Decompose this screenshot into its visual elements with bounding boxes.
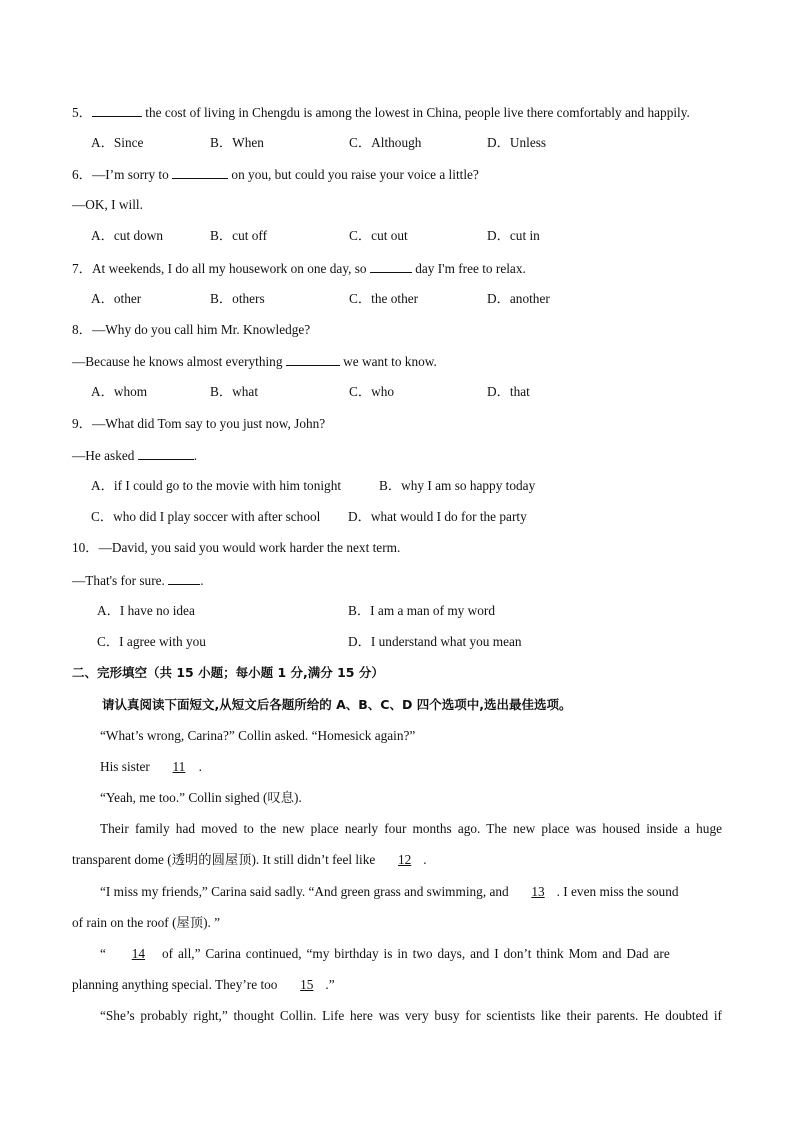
option-a: A．cut down xyxy=(91,228,164,243)
blank-number-14: 14 xyxy=(131,946,146,961)
option-b: B．why I am so happy today xyxy=(379,478,536,493)
blank-number-15: 15 xyxy=(300,977,314,992)
question-text: —Why do you call him Mr. Knowledge? xyxy=(91,322,311,337)
passage-text-rest: . xyxy=(423,852,427,867)
passage-paragraph-5-line-2: of rain on the roof (屋顶). ” xyxy=(72,915,221,930)
option-a: A．other xyxy=(91,291,142,306)
answer-blank xyxy=(92,104,142,117)
option-c: C．who did I play soccer with after school xyxy=(91,509,321,524)
passage-paragraph-5-line-1 xyxy=(100,884,679,900)
question-text: —David, you said you would work harder the next term. xyxy=(98,540,401,555)
blank-number-13: 13 xyxy=(531,884,545,899)
question-number: 5． xyxy=(72,105,92,120)
option-d: D．that xyxy=(487,384,530,399)
option-c: C．cut out xyxy=(349,228,408,243)
question-8-reply xyxy=(72,353,437,370)
option-b: B．what xyxy=(210,384,259,399)
reply-text-rest: . xyxy=(200,573,204,588)
answer-blank xyxy=(172,166,228,179)
option-c: C．who xyxy=(349,384,395,399)
passage-text: transparent dome (透明的圆屋顶). It still didn’t feel like xyxy=(72,852,379,867)
passage-paragraph-7: “She’s probably right,” thought Collin. Life here was very busy for scientists like their parents. He doubted if xyxy=(100,1008,722,1023)
option-d: D．what would I do for the party xyxy=(348,509,527,524)
option-a: A．Since xyxy=(91,135,144,150)
passage-text-rest: . I even miss the sound xyxy=(556,884,679,899)
passage-paragraph-1: “What’s wrong, Carina?” Collin asked. “Homesick again?” xyxy=(100,728,416,743)
question-6-reply: —OK, I will. xyxy=(72,197,143,212)
passage-paragraph-2 xyxy=(100,759,202,775)
passage-text: “I miss my friends,” Carina said sadly. “And green grass and swimming, and xyxy=(100,884,512,899)
question-number: 6． xyxy=(72,167,92,182)
section-instruction: 请认真阅读下面短文,从短文后各题所给的 A、B、C、D 四个选项中,选出最佳选项。 xyxy=(102,697,572,712)
reply-text-rest: we want to know. xyxy=(339,354,437,369)
answer-blank xyxy=(286,353,340,366)
option-c: C．I agree with you xyxy=(97,634,206,649)
option-c: C．the other xyxy=(349,291,419,306)
option-c: C．Although xyxy=(349,135,422,150)
passage-paragraph-4-line-1: Their family had moved to the new place nearly four months ago. The new place was housed inside a huge xyxy=(100,821,722,836)
passage-text: planning anything special. They’re too xyxy=(72,977,281,992)
answer-blank xyxy=(370,260,412,273)
reply-text-rest: . xyxy=(193,448,198,463)
option-d: D．another xyxy=(487,291,550,306)
question-7 xyxy=(72,260,526,277)
question-10 xyxy=(72,540,400,556)
passage-text-rest: . xyxy=(195,759,202,774)
answer-blank xyxy=(168,572,200,585)
passage-text-rest: of all,” Carina continued, “my birthday is in two days, and I don’t think Mom and Dad are xyxy=(157,946,670,961)
question-5 xyxy=(72,104,690,121)
question-9-reply xyxy=(72,447,197,464)
question-text: the cost of living in Chengdu is among the lowest in China, people live there comfortably and happily. xyxy=(141,105,690,120)
question-text: At weekends, I do all my housework on one day, so xyxy=(91,261,370,276)
blank-number-12: 12 xyxy=(397,852,412,867)
passage-paragraph-6-line-1 xyxy=(100,946,670,962)
passage-text-rest: .” xyxy=(325,977,335,992)
question-number: 7． xyxy=(72,261,92,276)
option-d: D．cut in xyxy=(487,228,540,243)
option-b: B．cut off xyxy=(210,228,267,243)
option-a: A．I have no idea xyxy=(97,603,195,618)
question-number: 10． xyxy=(72,540,99,555)
reply-text: —He asked xyxy=(72,448,138,463)
option-d: D．I understand what you mean xyxy=(348,634,522,649)
option-a: A．if I could go to the movie with him tonight xyxy=(91,478,342,493)
passage-text: “ xyxy=(100,946,111,961)
question-number: 8． xyxy=(72,322,92,337)
question-text: —I’m sorry to xyxy=(91,167,173,182)
blank-number-11: 11 xyxy=(172,759,186,774)
reply-text: —That's for sure. xyxy=(72,573,169,588)
reply-text: —Because he knows almost everything xyxy=(72,354,286,369)
option-b: B．I am a man of my word xyxy=(348,603,495,618)
passage-paragraph-3: “Yeah, me too.” Collin sighed (叹息). xyxy=(100,790,302,805)
passage-paragraph-6-line-2 xyxy=(72,977,335,993)
question-9 xyxy=(72,416,325,432)
question-number: 9． xyxy=(72,416,92,431)
question-8 xyxy=(72,322,310,338)
question-text: —What did Tom say to you just now, John? xyxy=(91,416,326,431)
question-6 xyxy=(72,166,479,183)
answer-blank xyxy=(138,447,194,460)
option-a: A．whom xyxy=(91,384,148,399)
option-b: B．When xyxy=(210,135,264,150)
section-heading: 二、完形填空（共 15 小题；每小题 1 分,满分 15 分） xyxy=(72,665,384,680)
passage-text: His sister xyxy=(100,759,154,774)
question-10-reply xyxy=(72,572,204,589)
question-text-rest: day I'm free to relax. xyxy=(411,261,526,276)
question-text-rest: on you, but could you raise your voice a little? xyxy=(228,167,479,182)
option-d: D．Unless xyxy=(487,135,547,150)
option-b: B．others xyxy=(210,291,265,306)
passage-paragraph-4-line-2 xyxy=(72,852,427,868)
